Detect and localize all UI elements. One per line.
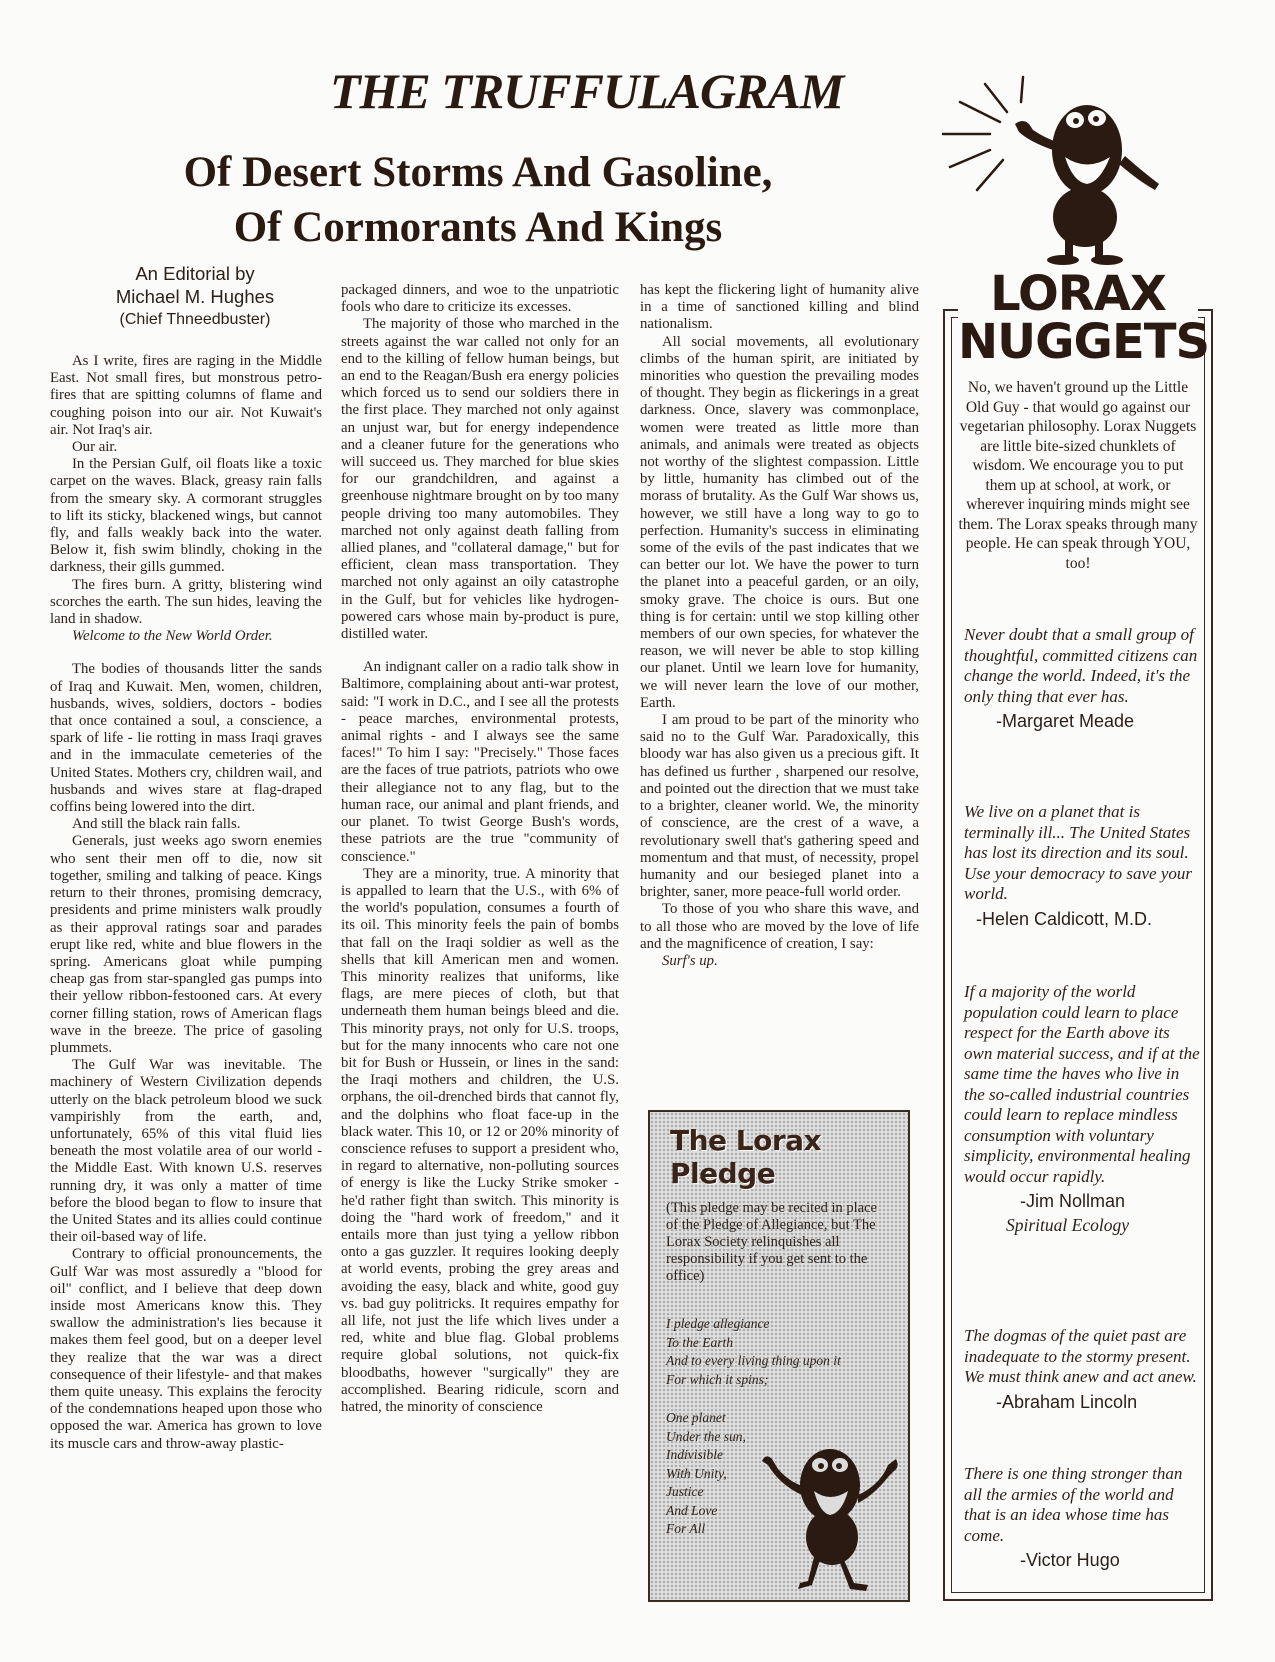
- pledge-line: Justice: [666, 1484, 704, 1499]
- lorax-jumping-icon: [750, 1425, 910, 1595]
- headline-line-1: Of Desert Storms And Gasoline,: [183, 149, 773, 196]
- paragraph: has kept the flickering light of humanity alive in a time of sanctioned killing and blind nationalism.: [640, 282, 919, 333]
- pledge-line: Under the sun,: [666, 1428, 746, 1444]
- paragraph: All social movements, all evolutionary climbs of the human spirit, are initiated by minorities who question the prevailing modes of thought. They begin as flickerings in a great darkness. Once, slavery was commonplace, women were treated as little more than animals, and animals were treated as objects not worthy of the slightest compassion. Little by little, humanity has climbed out of the morass of brutality. As the Gulf War shows us, however, we still have a long way to go to perfection. Humanity's success in eliminating some of the evils of the past indicates that we can better our lot. We have the power to turn the planet into a peaceful garden, or an oily, smoky grave. The choice is ours. But one thing is for certain: until we stop killing other members of our own species, for whatever the reason, we will never be able to stop killing our planet. Until we learn love for humanity, we will never learn the love of our mother, Earth.: [640, 333, 919, 711]
- byline-title: (Chief Thneedbuster): [119, 311, 271, 328]
- paragraph: The fires burn. A gritty, blistering wind scorches the earth. The sun hides, leaving the land in shadow.: [50, 576, 322, 628]
- headline: [88, 145, 868, 255]
- paragraph: The Gulf War was inevitable. The machinery of Western Civilization depends utterly on the black petroleum blood we suck vampirishly from the earth, and, unfortunately, 65% of this vital fluid lies beneath the most volatile area of our world - the Middle East. With known U.S. reserves running dry, it was only a matter of time before the blood began to flow to insure that the United States and its allies could continue their oil-based way of life.: [50, 1057, 322, 1246]
- quote-text: Never doubt that a small group of thoughtful, committed citizens can change the world. Indeed, it's the only thing that ever has.: [964, 625, 1198, 706]
- quote-author: -Jim Nollman: [1020, 1191, 1126, 1211]
- masthead: THE TRUFFULAGRAM: [330, 63, 844, 119]
- paragraph-italic: Welcome to the New World Order.: [72, 628, 273, 645]
- nuggets-title-line-1: LORAX: [990, 266, 1166, 322]
- paragraph: The majority of those who marched in the streets against the war called not only for an end to the killing of fellow human beings, but an end to the Reagan/Bush era energy policies which forced us to send our soldiers there in the first place. They marched not only against an unjust war, but for energy independence and a cleaner future for the generations who will succeed us. They marched for blue skies for our grandchildren, and against a greenhouse nightmare brought on by too many people driving too many automobiles. They marched not only against death falling from allied planes, and "collateral damage," but for efficient, clean mass transportation. They marched not only against an oily catastrophe in the Gulf, but for vehicles like hydrogen-powered cars whose main by-product is pure, distilled water.: [341, 316, 619, 643]
- paragraph: In the Persian Gulf, oil floats like a toxic carpet on the waves. Black, greasy rain falls from the smeary sky. A cormorant struggles to lift its sticky, blackened wings, but cannot fly, and falls weakly back into the water. Below it, fish swim blindly, choking in the darkness, their gills gummed.: [50, 456, 322, 576]
- article-column-1: [50, 353, 322, 1453]
- pledge-line: Indivisible: [666, 1447, 723, 1462]
- pledge-intro: (This pledge may be recited in place of the Pledge of Allegiance, but The Lorax Society relinquishes all responsibility if you get sent to the office): [666, 1200, 877, 1284]
- paragraph: Our air.: [72, 439, 118, 456]
- pledge-line: For which it spins;: [666, 1371, 769, 1387]
- quote-author: -Helen Caldicott, M.D.: [976, 908, 1153, 929]
- quote-author: -Abraham Lincoln: [996, 1391, 1138, 1412]
- pledge-line: To the Earth: [666, 1334, 734, 1350]
- paragraph: An indignant caller on a radio talk show in Baltimore, complaining about anti-war protest, said: "I work in D.C., and I see all the protests - peace marches, environmental protests, animal rights - and I always see the same faces!" To him I say: "Precisely." Those faces are the faces of true patriots, patriots who owe their allegiance not to any flag, but to the human race, our animal and plant friends, and our planet. To twist George Bush's words, these patriots are the true "community of conscience.": [341, 659, 619, 865]
- paragraph: The bodies of thousands litter the sands of Iraq and Kuwait. Men, women, children, husbands, wives, soldiers, doctors - bodies that once contained a soul, a conscience, a spark of life - lie rotting in mass Iraqi graves and in the immaculate cemeteries of the United States. Mothers cry, children wail, and husbands and wives stare at flag-draped coffins being lowered into the dirt.: [50, 661, 322, 816]
- quote-block: [964, 625, 1202, 733]
- paragraph: To those of you who share this wave, and to all those who are moved by the love of life and the magnificence of creation, I say:: [640, 901, 919, 952]
- nuggets-title: [958, 266, 1210, 370]
- pledge-stanza-1: [666, 1315, 892, 1389]
- paragraph: They are a minority, true. A minority that is appalled to learn that the U.S., with 6% of the world's population, consumes a fourth of its oil. This minority feels the pain of bombs that fall on the Iraqi soldier as well as the shells that kill American men and women. This minority realizes that uniforms, like flags, are mere pieces of cloth, but that underneath them human beings bleed and die. This minority prays, not only for U.S. troops, but for the many innocents who care not one bit for Bush or Hussein, or lines in the sand: the Iraqi mothers and children, the U.S. orphans, the oil-drenched birds that cannot fly, and the dolphins who float face-up in the black water. This 10, or 12 or 20% minority of conscience refuses to support a president who, in regard to alternative, non-polluting sources of energy is like the Lucky Strike smoker - he'd rather fight than switch. This minority is doing the "hard work of freedom," and it entails more than just tying a yellow ribbon onto a gas guzzler. It requires looking deeply at world events, probing the grey areas and avoiding the easy, black and white, good guy vs. bad guy politricks. It requires empathy for all life, not just the life which lives under a red, white and blue flag. Global problems require global solutions, not quick-fix bloodbaths, however "surgically" they are accomplished. Bearing ridicule, scorn and hatred, the minority of conscience: [341, 865, 619, 1415]
- pledge-line: And to every living thing upon it: [666, 1353, 841, 1368]
- paragraph: I am proud to be part of the minority who said no to the Gulf War. Paradoxically, this bloody war has also given us a precious gift. It has defined us further , sharpened our resolve, and pointed out the direction that we must take to a brighter, cleaner world. We, the minority of conscience, are the crest of a wave, a revolutionary swell that's gathering speed and momentum and that must, of necessity, propel humanity and our besieged planet into a brighter, saner, more peace-full world order.: [640, 712, 919, 901]
- quote-block: [964, 982, 1202, 1237]
- byline: [70, 262, 320, 331]
- paragraph-italic: Surf's up.: [662, 952, 718, 969]
- quote-text: We live on a planet that is terminally ill... The United States has lost its direction and its soul. Use your democracy to save your world.: [964, 802, 1193, 903]
- quote-author: -Margaret Meade: [996, 711, 1135, 731]
- paragraph: Contrary to official pronouncements, the Gulf War was most assuredly a "blood for oil" conflict, and I believe that deep down inside most Americans know this. They swallow the administration's lies because it makes them feel good, but on a deeper level they realize that the war was a direct consequence of their lifestyle- and that makes them quite uneasy. This explains the ferocity of the condemnations heaped upon those who opposed the war. America has grown to love its muscle cars and throw-away plastic-: [50, 1246, 322, 1452]
- paragraph: Generals, just weeks ago sworn enemies who sent their men off to die, now sit together, smiling and talking of peace. Kings return to their thrones, promising demcracy, presidents and prime ministers walk proudly as their approval ratings soar and parades erupt like red, white and blue flowers in the spring. Americans gloat while pumping cheap gas from star-spangled gas pumps into their yellow ribbon-festooned cars. At every corner filling station, rows of American flags wave in the breeze. The price of gasoling plummets.: [50, 833, 322, 1056]
- paragraph: As I write, fires are raging in the Middle East. Not small fires, but monstrous petro-fires that are spitting columns of flame and coughing poison into our air. Not Kuwait's air. Not Iraq's air.: [50, 353, 322, 438]
- nuggets-title-line-2: NUGGETS: [958, 314, 1210, 370]
- quote-text: The dogmas of the quiet past are inadequate to the stormy present. We must think anew and act anew.: [964, 1326, 1197, 1386]
- nuggets-intro: No, we haven't ground up the Little Old Guy - that would go against our vegetarian philosophy. Lorax Nuggets are little bite-sized chunklets of wisdom. We encourage you to put them up at school, at work, or wherever inquiring minds might see them. The Lorax speaks through many people. He can speak through YOU, too!: [958, 379, 1198, 572]
- quote-text: If a majority of the world population could learn to place respect for the Earth above its own material success, and if at the same time the haves who live in the so-called industrial countries could learn to replace mindless consumption with voluntary simplicity, environmental healing would occur rapidly.: [964, 982, 1200, 1186]
- quote-text: There is one thing stronger than all the armies of the world and that is an idea whose time has come.: [964, 1464, 1183, 1545]
- byline-label: An Editorial by: [135, 263, 255, 284]
- article-column-2: [341, 282, 619, 1416]
- quote-block: [964, 1464, 1202, 1572]
- pledge-line: I pledge allegiance: [666, 1316, 770, 1331]
- article-column-3: [640, 282, 919, 970]
- lorax-waving-icon: [935, 72, 1225, 267]
- quote-author: -Victor Hugo: [1020, 1550, 1120, 1570]
- quote-block: [964, 802, 1202, 931]
- pledge-line: One planet: [666, 1410, 726, 1425]
- paragraph: And still the black rain falls.: [72, 816, 241, 833]
- byline-author: Michael M. Hughes: [115, 286, 275, 307]
- pledge-line: With Unity,: [666, 1465, 727, 1481]
- pledge-title: The Lorax Pledge: [670, 1124, 822, 1190]
- quote-source: Spiritual Ecology: [1006, 1215, 1129, 1235]
- pledge-line: For All: [666, 1521, 706, 1536]
- paragraph: packaged dinners, and woe to the unpatriotic fools who dare to criticize its excesses.: [341, 282, 619, 316]
- headline-line-2: Of Cormorants And Kings: [233, 204, 723, 251]
- pledge-line: And Love: [666, 1502, 718, 1518]
- quote-block: [964, 1326, 1202, 1414]
